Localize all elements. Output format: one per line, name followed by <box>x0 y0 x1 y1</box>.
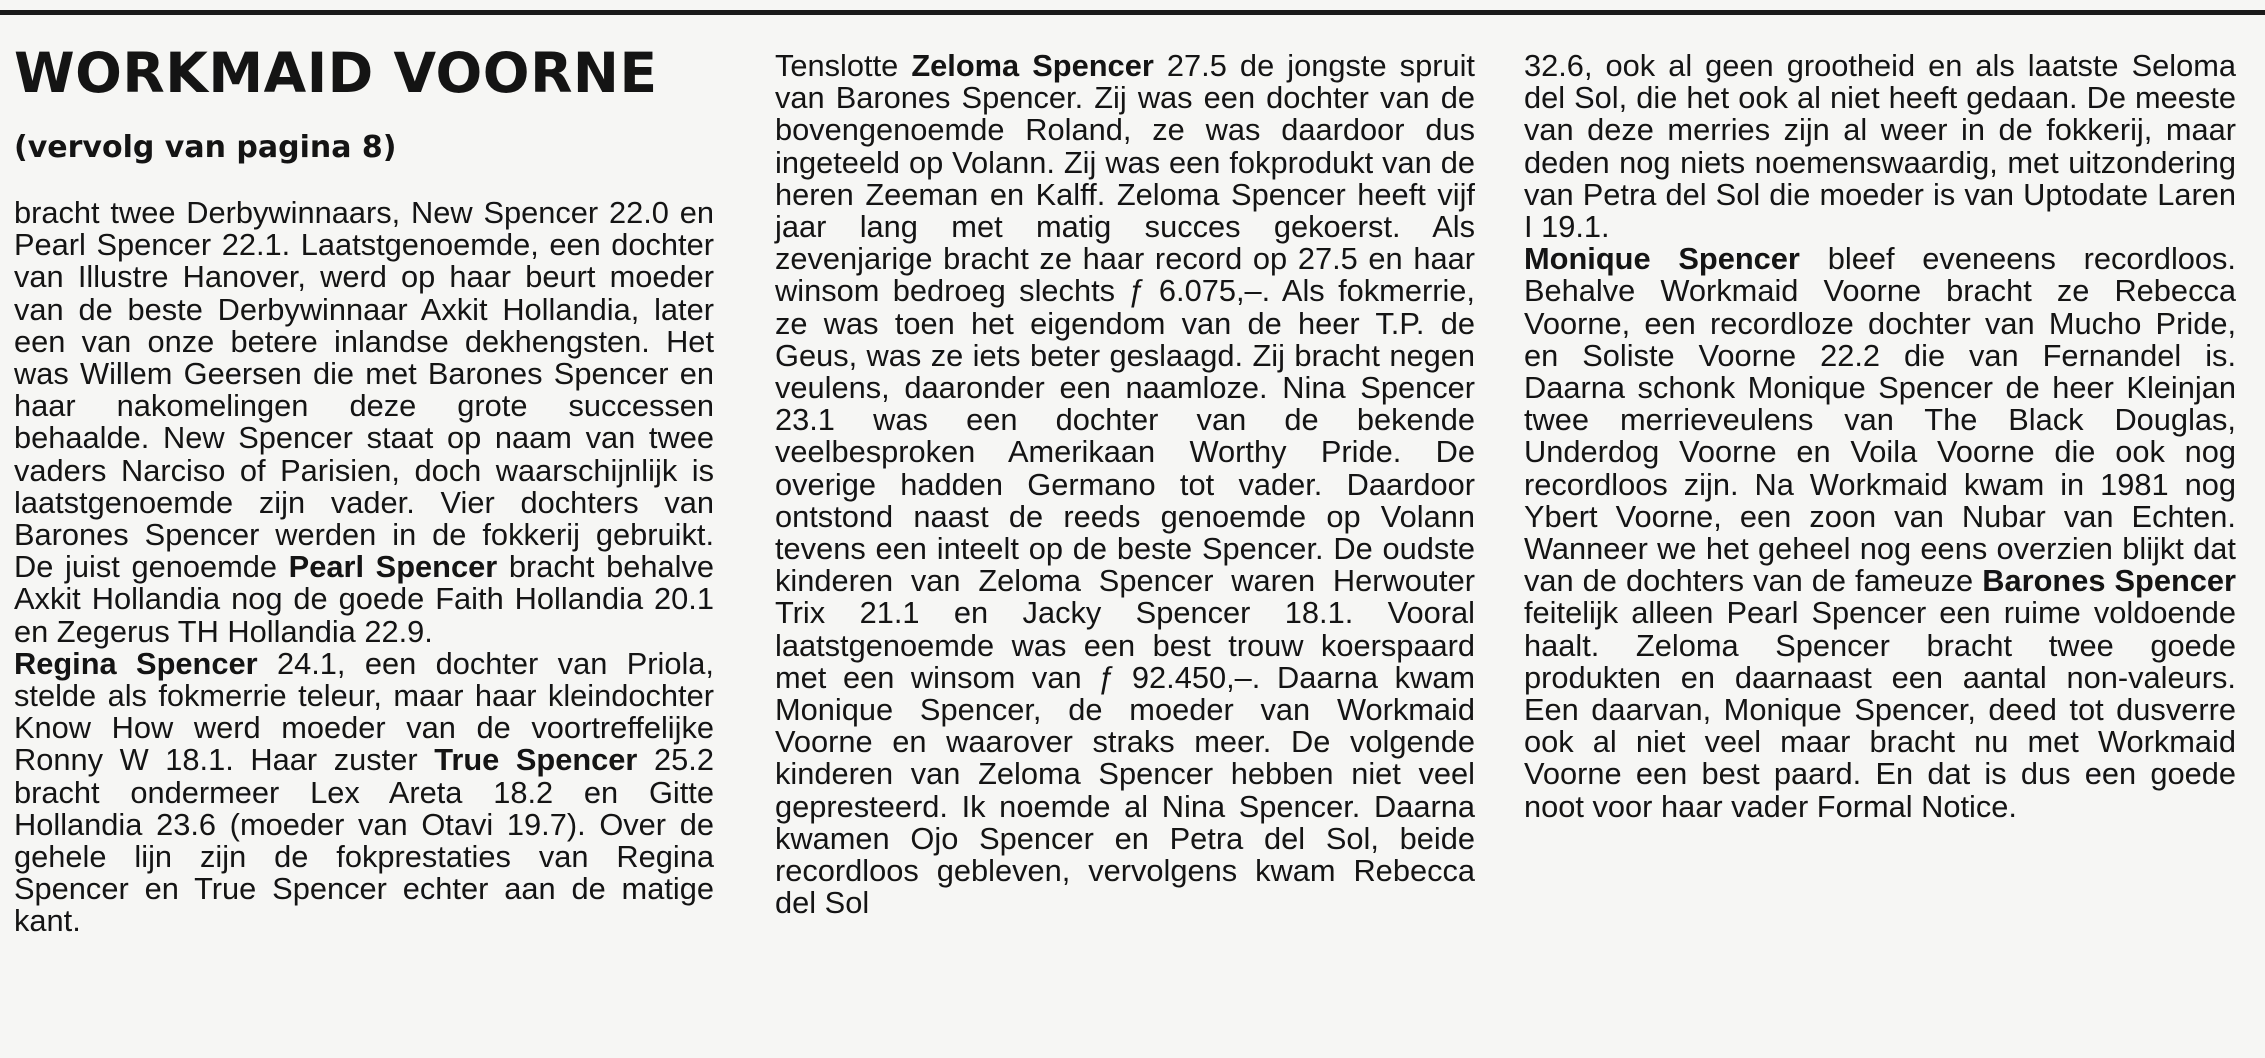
horse-name: Pearl Spencer <box>288 549 498 585</box>
column-1 <box>14 197 714 938</box>
article-subheading: (vervolg van pagina 8) <box>14 130 397 165</box>
horse-name: Zeloma Spencer <box>911 48 1154 83</box>
body-text: 24.1, een dochter van Priola, stelde als fokmerrie teleur, maar haar kleindochter Know How werd moeder van de voortreffelijke Ronny W 18.1. Haar zuster <box>14 645 714 778</box>
column-3 <box>1524 50 2236 823</box>
horse-name: True Spencer <box>434 742 638 778</box>
body-text: feitelijk alleen Pearl Spencer een ruime voldoende haalt. Zeloma Spencer bracht twee goede produkten en daarnaast een aantal non-valeurs. Een daarvan, Monique Spencer, deed tot dusverre ook al niet veel maar bracht nu met Workmaid Voorne een best paard. En dat is dus een goede noot voor haar vader Formal Notice. <box>1524 595 2236 824</box>
article-headline: WORKMAID VOORNE <box>14 41 658 105</box>
paragraph <box>1524 50 2236 243</box>
body-text: 27.5 de jongste spruit van Barones Spencer. Zij was een dochter van de bovengenoemde Roland, ze was daardoor dus ingeteeld op Volann. Zij was een fokprodukt van de heren Zeeman en Kalff. Zeloma Spencer heeft vijf jaar lang met matig succes gekoerst. Als zevenjarige bracht ze haar record op 27.5 en haar winsom bedroeg slechts ƒ 6.075,–. Als fokmerrie, ze was toen het eigendom van de heer T.P. de Geus, was ze iets beter geslaagd. Zij bracht negen veulens, daaronder een naamloze. Nina Spencer 23.1 was een dochter van de bekende veelbesproken Amerikaan Worthy Pride. De overige hadden Germano tot vader. Daardoor ontstond naast de reeds genoemde op Volann tevens een inteelt op de beste Spencer. De oudste kinderen van Zeloma Spencer waren Herwouter Trix 21.1 en Jacky Spencer 18.1. Vooral laatstgenoemde was een best trouw koerspaard met een winsom van ƒ 92.450,–. Daarna kwam Monique Spencer, de moeder van Workmaid Voorne en waarover straks meer. De volgende kinderen van Zeloma Spencer hebben niet veel gepresteerd. Ik noemde al Nina Spencer. Daarna kwamen Ojo Spencer en Petra del Sol, beide recordloos gebleven, vervolgens kwam Rebecca del Sol <box>775 48 1475 921</box>
paragraph <box>14 645 714 939</box>
body-text: bracht twee Derbywinnaars, New Spencer 22.0 en Pearl Spencer 22.1. Laatstgenoemde, een dochter van Illustre Hanover, werd op haar beurt moeder van de beste Derbywinnaar Axkit Hollandia, later een van onze betere inlandse dekhengsten. Het was Willem Geersen die met Barones Spencer en haar nakomelingen deze grote successen behaalde. New Spencer staat op naam van twee vaders Narciso of Parisien, doch waarschijnlijk is laatstgenoemde zijn vader. Vier dochters van Barones Spencer werden in de fokkerij gebruikt. De juist genoemde <box>14 195 714 585</box>
body-text: bleef eveneens recordloos. Behalve Workmaid Voorne bracht ze Rebecca Voorne, een recordloze dochter van Mucho Pride, en Soliste Voorne 22.2 die van Fernandel is. Daarna schonk Monique Spencer de heer Kleinjan twee merrieveulens van The Black Douglas, Underdog Voorne en Voila Voorne die ook nog recordloos zijn. Na Workmaid kwam in 1981 nog Ybert Voorne, een zoon van Nubar van Echten. Wanneer we het geheel nog eens overzien blijkt dat van de dochters van de fameuze <box>1524 241 2236 599</box>
column-2 <box>775 50 1475 919</box>
top-rule <box>0 10 2265 15</box>
horse-name: Regina Spencer <box>14 645 258 681</box>
body-text: bracht behalve Axkit Hollandia nog de goede Faith Hollandia 20.1 en Zegerus TH Hollandia 22.9. <box>14 549 715 649</box>
horse-name: Barones Spencer <box>1982 563 2237 599</box>
horse-name: Monique Spencer <box>1524 241 1800 277</box>
body-text: Tenslotte <box>775 48 899 83</box>
body-text: 32.6, ook al geen grootheid en als laatste Seloma del Sol, die het ook al niet heeft gedaan. De meeste van deze merries zijn al weer in de fokkerij, maar deden nog niets noemenswaardig, met uitzondering van Petra del Sol die moeder is van Uptodate Laren I 19.1. <box>1524 48 2236 245</box>
paragraph <box>14 197 714 648</box>
paragraph <box>775 50 1475 919</box>
paragraph <box>1524 243 2236 823</box>
body-text: 25.2 bracht ondermeer Lex Areta 18.2 en Gitte Hollandia 23.6 (moeder van Otavi 19.7). Over de gehele lijn zijn de fokprestaties van Regina Spencer en True Spencer echter aan de matige kant. <box>14 742 714 939</box>
